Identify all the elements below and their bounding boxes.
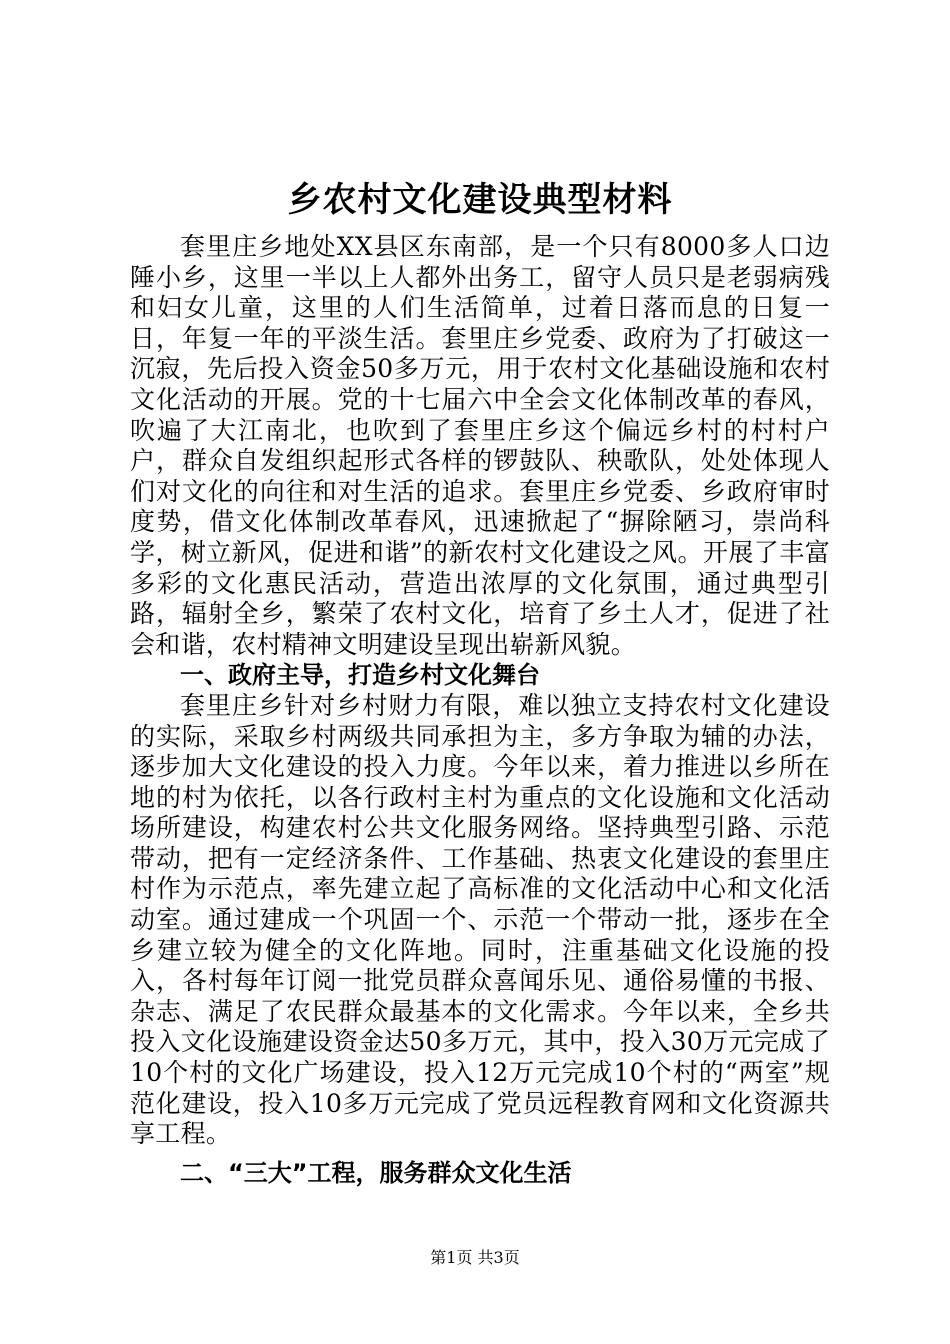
section-1-paragraph: 套里庄乡针对乡村财力有限，难以独立支持农村文化建设的实际，采取乡村两级共同承担为主，多方争取为辅的办法，逐步加大文化建设的投入力度。今年以来，着力推进以乡所在地的村为依托，以各行政村主村为重点的文化设施和文化活动场所建设，构建农村公共文化服务网络。坚持典型引路、示范带动，把有一定经济条件、工作基础、热衷文化建设的套里庄村作为示范点，率先建立起了高标准的文化活动中心和文化活动室。通过建成一个巩固一个、示范一个带动一批，逐步在全乡建立较为健全的文化阵地。同时，注重基础文化设施的投入，各村每年订阅一批党员群众喜闻乐见、通俗易懂的书报、杂志、满足了农民群众最基本的文化需求。今年以来，全乡共投入文化设施建设资金达50多万元，其中，投入30万元完成了10个村的文化广场建设，投入12万元完成10个村的“两室”规范化建设，投入10多万元完成了党员远程教育网和文化资源共享工程。 (130, 690, 830, 1149)
section-2-heading: 二、“三大”工程，服务群众文化生活 (180, 1158, 572, 1187)
document-title: 乡农村文化建设典型材料 (287, 180, 673, 220)
page-footer: 第1页 共3页 (430, 1248, 520, 1267)
intro-paragraph: 套里庄乡地处XX县区东南部，是一个只有8000多人口边陲小乡，这里一半以上人都外出务工，留守人员只是老弱病残和妇女儿童，这里的人们生活简单，过着日落而息的日复一日，年复一年的平淡生活。套里庄乡党委、政府为了打破这一沉寂，先后投入资金50多万元，用于农村文化基础设施和农村文化活动的开展。党的十七届六中全会文化体制改革的春风，吹遍了大江南北，也吹到了套里庄乡这个偏远乡村的村村户户，群众自发组织起形式各样的锣鼓队、秧歌队，处处体现人们对文化的向往和对生活的追求。套里庄乡党委、乡政府审时度势，借文化体制改革春风，迅速掀起了“摒除陋习，崇尚科学，树立新风，促进和谐”的新农村文化建设之风。开展了丰富多彩的文化惠民活动，营造出浓厚的文化氛围，通过典型引路，辐射全乡，繁荣了农村文化，培育了乡土人才，促进了社会和谐，农村精神文明建设呈现出崭新风貌。 (130, 232, 830, 659)
section-1-heading: 一、政府主导，打造乡村文化舞台 (180, 661, 540, 690)
document-page (130, 178, 830, 1188)
